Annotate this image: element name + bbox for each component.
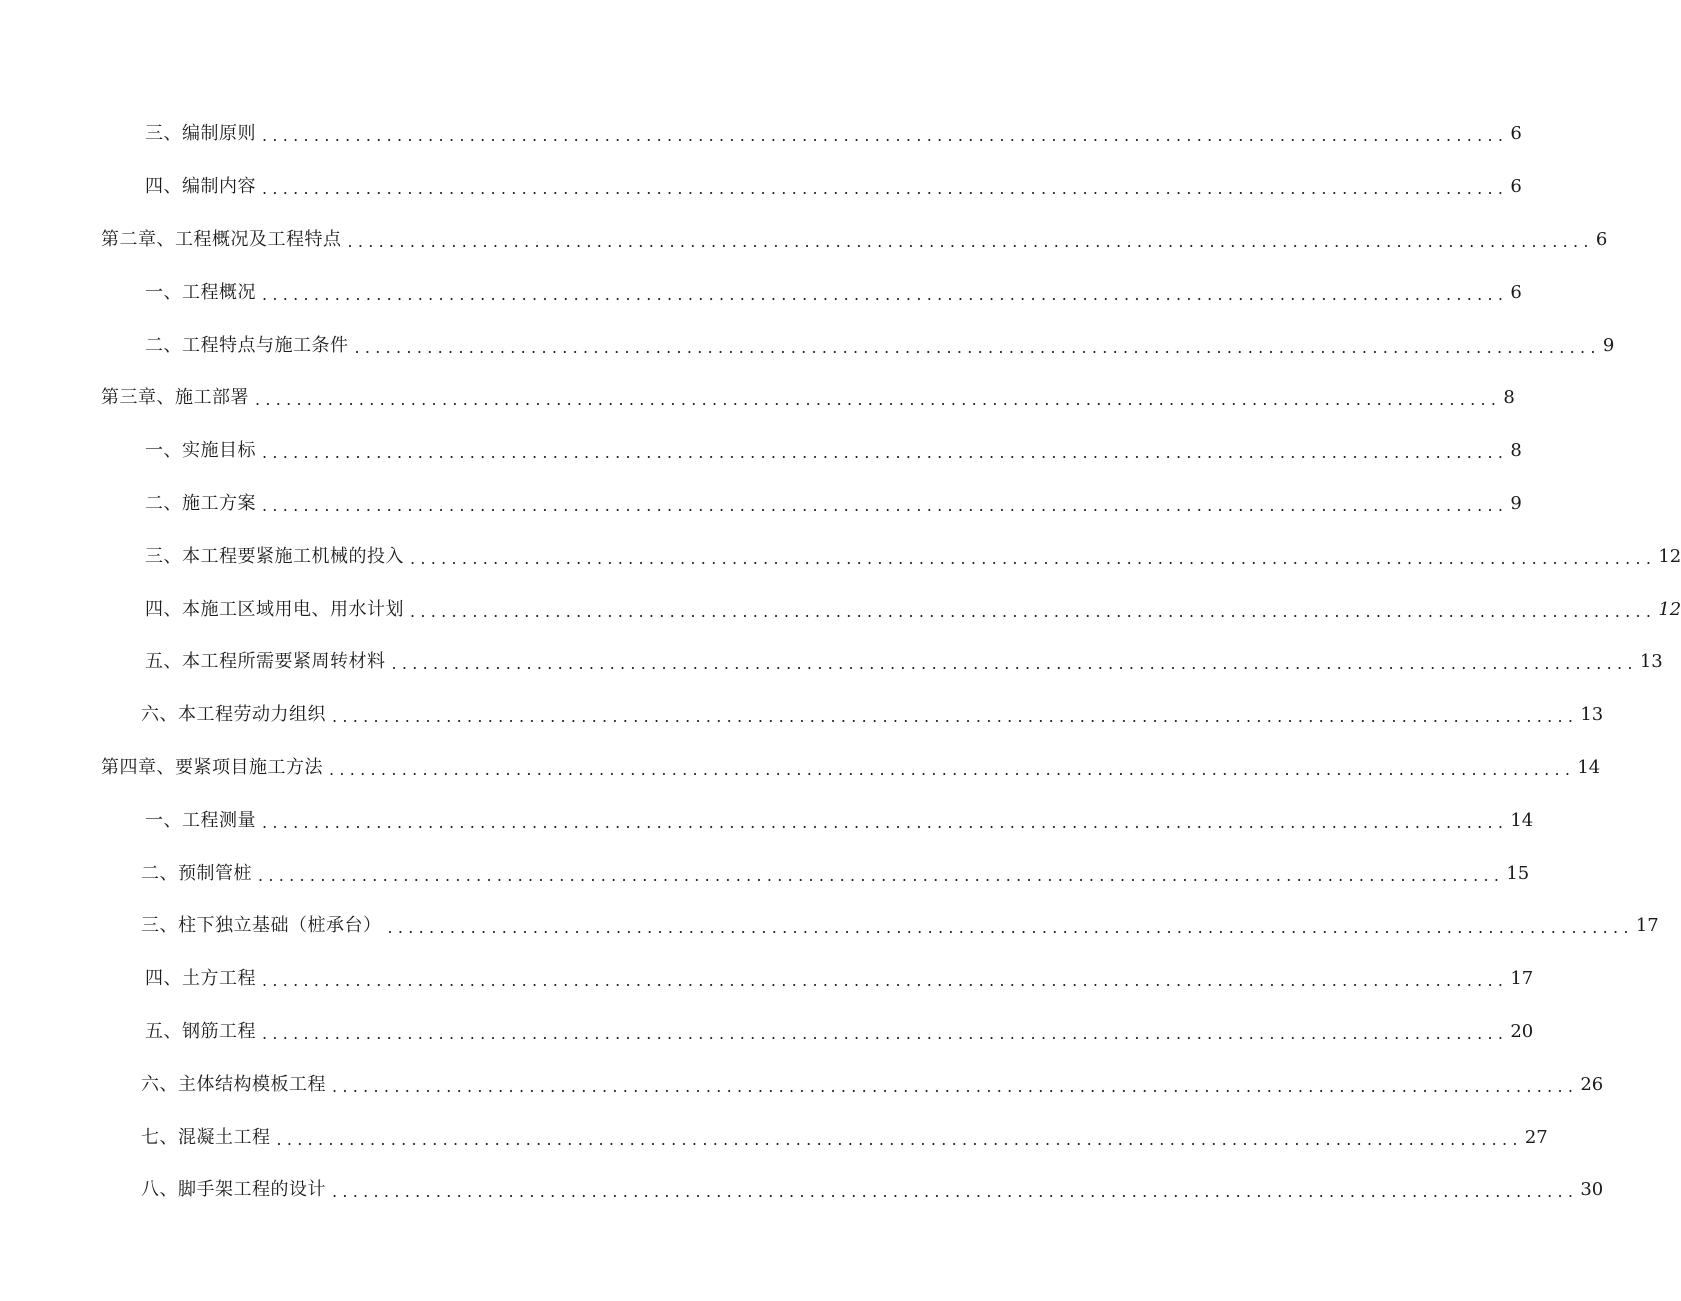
toc-entry-page: 6 — [1510, 176, 1522, 198]
toc-entry-page: 17 — [1510, 968, 1534, 990]
toc-dot-leader: ........................................................................................................................ — [387, 918, 1634, 938]
toc-dot-leader: ........................................................................................................................ — [258, 865, 1505, 885]
toc-entry-title: 四、本施工区域用电、用水计划 — [145, 598, 404, 620]
toc-entry-page: 15 — [1506, 862, 1530, 884]
toc-entry-title: 四、土方工程 — [145, 968, 256, 990]
toc-dot-leader: ........................................................................................................................ — [262, 443, 1509, 463]
toc-entry-page: 30 — [1580, 1179, 1604, 1201]
toc-entry-title: 第四章、要紧项目施工方法 — [101, 756, 323, 778]
toc-dot-leader: ........................................................................................................................ — [354, 337, 1601, 357]
toc-dot-leader: ........................................................................................................................ — [262, 971, 1509, 991]
toc-dot-leader: ........................................................................................................................ — [329, 759, 1576, 779]
toc-entry-title: 六、本工程劳动力组织 — [141, 704, 326, 726]
toc-entry-page: 27 — [1524, 1126, 1548, 1148]
toc-dot-leader: ........................................................................................................................ — [391, 654, 1638, 674]
toc-entry-page: 6 — [1510, 123, 1522, 145]
toc-entry-title: 二、工程特点与施工条件 — [145, 334, 349, 356]
toc-entry[interactable] — [0, 1164, 1604, 1217]
toc-entry[interactable] — [0, 266, 1522, 319]
toc-entry[interactable] — [0, 953, 1534, 1006]
toc-chapter-entry[interactable] — [0, 214, 1608, 267]
toc-entry-title: 三、编制原则 — [145, 123, 256, 145]
toc-entry[interactable] — [0, 425, 1522, 478]
toc-entry-page: 12 — [1658, 545, 1681, 567]
toc-entry-page: 20 — [1510, 1020, 1534, 1042]
toc-entry-title: 一、实施目标 — [145, 440, 256, 462]
toc-entry-title: 二、预制管桩 — [141, 862, 252, 884]
toc-entry-title: 三、本工程要紧施工机械的投入 — [145, 545, 404, 567]
toc-dot-leader: ........................................................................................................................ — [410, 601, 1657, 621]
toc-entry-page: 8 — [1503, 387, 1515, 409]
toc-dot-leader: ........................................................................................................................ — [332, 1076, 1579, 1096]
toc-entry-page: 8 — [1510, 440, 1522, 462]
toc-entry-page: 13 — [1639, 651, 1663, 673]
toc-entry[interactable] — [0, 1058, 1604, 1111]
toc-entry[interactable] — [0, 478, 1522, 531]
toc-dot-leader: ........................................................................................................................ — [255, 390, 1502, 410]
toc-entry[interactable] — [0, 900, 1659, 953]
toc-dot-leader: ........................................................................................................................ — [410, 548, 1657, 568]
toc-entry-page: 14 — [1577, 756, 1601, 778]
toc-entry[interactable] — [0, 636, 1663, 689]
toc-entry[interactable] — [0, 319, 1615, 372]
toc-entry-page: 17 — [1635, 915, 1659, 937]
toc-entry-page: 6 — [1510, 281, 1522, 303]
toc-entry-title: 六、主体结构模板工程 — [141, 1073, 326, 1095]
toc-entry-title: 四、编制内容 — [145, 176, 256, 198]
toc-entry-title: 五、本工程所需要紧周转材料 — [145, 651, 386, 673]
toc-entry-page: 9 — [1510, 492, 1522, 514]
toc-entry-title: 第二章、工程概况及工程特点 — [101, 228, 342, 250]
toc-dot-leader: ........................................................................................................................ — [262, 812, 1509, 832]
toc-entry-page: 26 — [1580, 1073, 1604, 1095]
toc-entry[interactable] — [0, 108, 1522, 161]
toc-dot-leader: ........................................................................................................................ — [262, 284, 1509, 304]
toc-dot-leader: ........................................................................................................................ — [262, 126, 1509, 146]
toc-dot-leader: ........................................................................................................................ — [332, 1182, 1579, 1202]
toc-entry-title: 五、钢筋工程 — [145, 1020, 256, 1042]
toc-entry-page: 12 — [1658, 598, 1681, 620]
toc-entry-page: 14 — [1510, 809, 1534, 831]
toc-entry-title: 七、混凝土工程 — [141, 1126, 271, 1148]
toc-entry[interactable] — [0, 583, 1681, 636]
table-of-contents — [0, 108, 1681, 1217]
toc-entry-page: 6 — [1595, 228, 1608, 250]
toc-entry[interactable] — [0, 1006, 1534, 1059]
toc-entry-title: 三、柱下独立基础（桩承台） — [141, 915, 382, 937]
toc-entry[interactable] — [0, 794, 1534, 847]
toc-entry[interactable] — [0, 1111, 1548, 1164]
toc-dot-leader: ........................................................................................................................ — [262, 495, 1509, 515]
toc-dot-leader: ........................................................................................................................ — [347, 231, 1594, 251]
toc-entry-page: 9 — [1602, 334, 1615, 356]
toc-dot-leader: ........................................................................................................................ — [262, 1023, 1509, 1043]
toc-entry-page: 13 — [1580, 704, 1604, 726]
toc-chapter-entry[interactable] — [0, 742, 1601, 795]
toc-entry-title: 一、工程概况 — [145, 281, 256, 303]
toc-chapter-entry[interactable] — [0, 372, 1515, 425]
toc-entry-title: 八、脚手架工程的设计 — [141, 1179, 326, 1201]
toc-entry[interactable] — [0, 161, 1522, 214]
toc-entry-title: 一、工程测量 — [145, 809, 256, 831]
toc-entry-title: 二、施工方案 — [145, 492, 256, 514]
toc-dot-leader: ........................................................................................................................ — [262, 179, 1509, 199]
toc-entry-title: 第三章、施工部署 — [101, 387, 249, 409]
toc-entry[interactable] — [0, 530, 1681, 583]
toc-dot-leader: ........................................................................................................................ — [332, 707, 1579, 727]
toc-dot-leader: ........................................................................................................................ — [276, 1129, 1523, 1149]
toc-entry[interactable] — [0, 847, 1530, 900]
toc-entry[interactable] — [0, 689, 1604, 742]
